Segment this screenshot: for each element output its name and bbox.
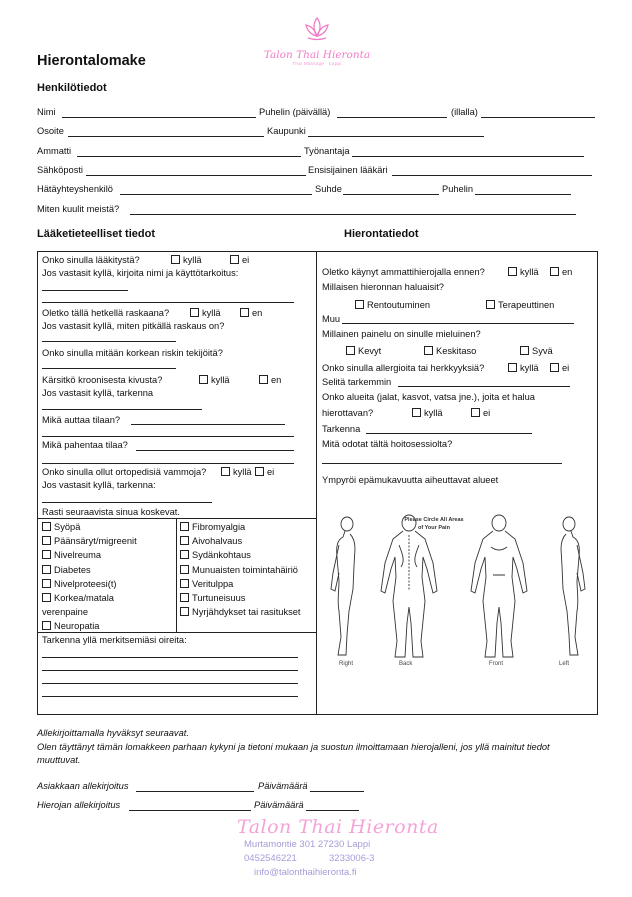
before-yes[interactable]: kyllä [508, 267, 539, 277]
checkbox[interactable] [42, 522, 51, 531]
pain-yes[interactable]: kyllä [199, 375, 230, 385]
footer-phone-2: 3233006-3 [329, 853, 375, 864]
pressure-deep[interactable]: Syvä [520, 346, 553, 356]
checkbox[interactable] [180, 565, 189, 574]
label-emergency-phone: Puhelin [442, 184, 474, 194]
q-pregnant-detail: Jos vastasit kyllä, miten pitkällä raskaus on? [42, 321, 225, 331]
condition-kidney[interactable]: Munuaisten toimintahäiriö [180, 565, 298, 575]
city-field[interactable] [308, 136, 484, 137]
phone-evening-field[interactable] [481, 117, 595, 118]
condition-diabetes[interactable]: Diabetes [42, 565, 91, 575]
checkbox[interactable] [199, 375, 208, 384]
checkbox[interactable] [180, 593, 189, 602]
checkbox[interactable] [42, 593, 51, 602]
checkbox[interactable] [180, 550, 189, 559]
label-employer: Työnantaja [304, 146, 350, 156]
details-field-2[interactable] [42, 670, 298, 671]
label-therapist-date: Päivämäärä [254, 800, 304, 810]
label-therapist-signature: Hierojan allekirjoitus [37, 800, 121, 810]
q-risk: Onko sinulla mitään korkean riskin tekijöitä? [42, 348, 223, 358]
section-heading-massage: Hierontatiedot [344, 228, 419, 240]
client-date-field[interactable] [310, 791, 364, 792]
therapist-date-field[interactable] [306, 810, 359, 811]
footer-address: Murtamontie 301 27230 Lappi [244, 839, 371, 850]
condition-sprains[interactable]: Nyrjähdykset tai rasitukset [180, 607, 301, 617]
checkbox[interactable] [180, 522, 189, 531]
checkbox[interactable] [171, 255, 180, 264]
q-expect: Mitä odotat tältä hoitosessiolta? [322, 439, 453, 449]
label-client-signature: Asiakkaan allekirjoitus [37, 781, 129, 791]
expect-field[interactable] [322, 463, 562, 464]
name-field[interactable] [62, 117, 256, 118]
checkbox[interactable] [190, 308, 199, 317]
q-before: Oletko käynyt ammattihierojalla ennen? [322, 267, 485, 277]
checkbox[interactable] [508, 363, 517, 372]
pregnant-field[interactable] [42, 341, 176, 342]
section-heading-medical: Lääketieteelliset tiedot [37, 228, 155, 240]
condition-fibromyalgia[interactable]: Fibromyalgia [180, 522, 245, 532]
allergy-no[interactable]: ei [550, 363, 569, 373]
checkbox[interactable] [42, 579, 51, 588]
q-pain-detail: Jos vastasit kyllä, tarkenna [42, 388, 154, 398]
label-name: Nimi [37, 107, 56, 117]
q-ortho: Onko sinulla ollut ortopedisiä vammoja? [42, 467, 207, 477]
label-specify: Tarkenna [322, 424, 361, 434]
relation-field[interactable] [343, 194, 439, 195]
explain-field[interactable] [398, 386, 570, 387]
label-other: Muu [322, 314, 341, 324]
type-relax[interactable]: Rentoutuminen [355, 300, 430, 310]
pain-field[interactable] [42, 409, 202, 410]
ortho-field[interactable] [42, 502, 212, 503]
checkbox[interactable] [230, 255, 239, 264]
column-divider [316, 251, 317, 714]
q-worsens: Mikä pahentaa tilaa? [42, 440, 128, 450]
heard-field[interactable] [130, 214, 576, 215]
condition-prosthesis[interactable]: Nivelproteesi(t) [42, 579, 117, 589]
q-avoid-1: Onko alueita (jalat, kasvot, vatsa jne.), joita et halua [322, 392, 535, 402]
figure-label-left: Left [559, 661, 570, 667]
checkbox[interactable] [471, 408, 480, 417]
body-outline-figures [323, 511, 591, 671]
checkbox[interactable] [255, 467, 264, 476]
email-field[interactable] [86, 175, 306, 176]
medication-no[interactable]: ei [230, 255, 249, 265]
footer-phone-1: 0452546221 [244, 853, 297, 864]
details-field-4[interactable] [42, 696, 298, 697]
worsens-field-2[interactable] [42, 463, 294, 464]
conditions-divider [176, 518, 177, 632]
allergy-yes[interactable]: kyllä [508, 363, 539, 373]
medication-field-1[interactable] [42, 290, 128, 291]
checkbox[interactable] [42, 621, 51, 630]
checkbox[interactable] [42, 550, 51, 559]
label-heard: Miten kuulit meistä? [37, 204, 120, 214]
profession-field[interactable] [77, 156, 301, 157]
condition-stroke[interactable]: Aivohalvaus [180, 536, 242, 546]
checkbox[interactable] [240, 308, 249, 317]
before-no[interactable]: en [550, 267, 572, 277]
lotus-icon [302, 14, 332, 44]
consent-line-3: muuttuvat. [37, 755, 81, 765]
checkbox[interactable] [346, 346, 355, 355]
checkbox[interactable] [259, 375, 268, 384]
q-type: Millaisen hieronnan haluaisit? [322, 282, 444, 292]
medication-field-2[interactable] [42, 302, 294, 303]
specify-field[interactable] [366, 433, 532, 434]
emergency-field[interactable] [120, 194, 312, 195]
checkbox[interactable] [221, 467, 230, 476]
q-medication-detail: Jos vastasit kyllä, kirjoita nimi ja käyttötarkoitus: [42, 268, 239, 278]
type-therapy[interactable]: Terapeuttinen [486, 300, 554, 310]
condition-cancer[interactable]: Syöpä [42, 522, 80, 532]
condition-migraine[interactable]: Päänsäryt/migreenit [42, 536, 137, 546]
other-field[interactable] [342, 323, 574, 324]
label-doctor: Ensisijainen lääkäri [308, 165, 388, 175]
q-pain: Kärsitkö kroonisesta kivusta? [42, 375, 163, 385]
page-title: Hierontalomake [37, 53, 146, 69]
label-phone-evening: (illalla) [451, 107, 478, 117]
phone-day-field[interactable] [337, 117, 447, 118]
q-ortho-detail: Jos vastasit kyllä, tarkenna: [42, 480, 156, 490]
q-pregnant: Oletko tällä hetkellä raskaana? [42, 308, 170, 318]
checkbox[interactable] [550, 267, 559, 276]
condition-blood-clot[interactable]: Veritulppa [180, 579, 233, 589]
condition-arthritis[interactable]: Nivelreuma [42, 550, 101, 560]
checkbox[interactable] [42, 536, 51, 545]
avoid-yes[interactable]: kyllä [412, 408, 443, 418]
checkbox[interactable] [424, 346, 433, 355]
body-pain-chart[interactable] [323, 511, 591, 671]
pressure-medium[interactable]: Keskitaso [424, 346, 476, 356]
worsens-field-1[interactable] [136, 450, 294, 451]
footer-brand: Talon Thai Hieronta [237, 816, 439, 838]
checkbox[interactable] [180, 579, 189, 588]
checkbox[interactable] [42, 565, 51, 574]
checkbox[interactable] [520, 346, 529, 355]
avoid-no[interactable]: ei [471, 408, 490, 418]
checkbox[interactable] [180, 607, 189, 616]
brand-logo [262, 14, 372, 66]
q-helps: Mikä auttaa tilaan? [42, 415, 121, 425]
condition-heart-attack[interactable]: Sydänkohtaus [180, 550, 251, 560]
ortho-no[interactable]: ei [255, 467, 274, 477]
address-field[interactable] [68, 136, 264, 137]
ortho-yes[interactable]: kyllä [221, 467, 252, 477]
consent-line-2: Olen täyttänyt tämän lomakkeen parhaan kykyni ja tietoni mukaan ja suostun ilmoittamaan hierojalleni, jos yllä mainitut tiedot [37, 742, 550, 752]
pain-no[interactable]: en [259, 375, 281, 385]
label-profession: Ammatti [37, 146, 72, 156]
brand-tagline: Thai Massage · Lappi [292, 61, 342, 66]
figure-label-back: Back [399, 661, 413, 667]
helps-field-1[interactable] [131, 424, 285, 425]
pregnant-no[interactable]: en [240, 308, 262, 318]
checkbox[interactable] [355, 300, 364, 309]
figure-label-right: Right [339, 661, 354, 667]
details-field-1[interactable] [42, 657, 298, 658]
condition-blood-pressure-wrap: verenpaine [42, 607, 89, 617]
therapist-signature-field[interactable] [129, 810, 251, 811]
label-relation: Suhde [315, 184, 342, 194]
figure-label-front: Front [489, 661, 504, 667]
chart-title: Please Circle All Areas of Your Pain [404, 517, 464, 531]
q-medication: Onko sinulla lääkitystä? [42, 255, 140, 265]
consent-line-1: Allekirjoittamalla hyväksyt seuraavat. [37, 728, 189, 738]
label-phone-day: Puhelin (päivällä) [259, 107, 331, 117]
helps-field-2[interactable] [42, 436, 294, 437]
circle-prompt: Ympyröi epämukavuutta aiheuttavat alueet [322, 475, 499, 485]
medication-yes[interactable]: kyllä [171, 255, 202, 265]
checkbox[interactable] [550, 363, 559, 372]
pressure-light[interactable]: Kevyt [346, 346, 381, 356]
conditions-top-border [37, 518, 317, 519]
checkbox[interactable] [486, 300, 495, 309]
doctor-field[interactable] [392, 175, 592, 176]
q-allergy: Onko sinulla allergioita tai herkkyyksiä? [322, 363, 485, 373]
q-avoid-2: hierottavan? [322, 408, 374, 418]
pregnant-yes[interactable]: kyllä [190, 308, 221, 318]
label-emergency: Hätäyhteyshenkilö [37, 184, 113, 194]
checkbox[interactable] [508, 267, 517, 276]
conditions-bottom-border [37, 632, 317, 633]
details-prompt: Tarkenna yllä merkitsemiäsi oireita: [42, 635, 187, 645]
employer-field[interactable] [352, 156, 584, 157]
label-email: Sähköposti [37, 165, 83, 175]
condition-blood-pressure[interactable]: Korkea/matala [42, 593, 114, 603]
brand-name: Talon Thai Hieronta [263, 49, 371, 61]
footer-email: info@talonthaihieronta.fi [254, 867, 357, 878]
checkbox[interactable] [412, 408, 421, 417]
emergency-phone-field[interactable] [475, 194, 571, 195]
label-client-date: Päivämäärä [258, 781, 308, 791]
check-instruction: Rasti seuraavista sinua koskevat. [42, 507, 180, 517]
label-explain: Selitä tarkemmin [322, 377, 392, 387]
label-address: Osoite [37, 126, 64, 136]
details-field-3[interactable] [42, 683, 298, 684]
q-pressure: Millainen painelu on sinulle mieluinen? [322, 329, 481, 339]
condition-neuropathy[interactable]: Neuropatia [42, 621, 99, 631]
client-signature-field[interactable] [136, 791, 254, 792]
condition-numbness[interactable]: Turtuneisuus [180, 593, 245, 603]
risk-field[interactable] [42, 368, 176, 369]
label-city: Kaupunki [267, 126, 306, 136]
section-heading-personal: Henkilötiedot [37, 82, 107, 94]
checkbox[interactable] [180, 536, 189, 545]
